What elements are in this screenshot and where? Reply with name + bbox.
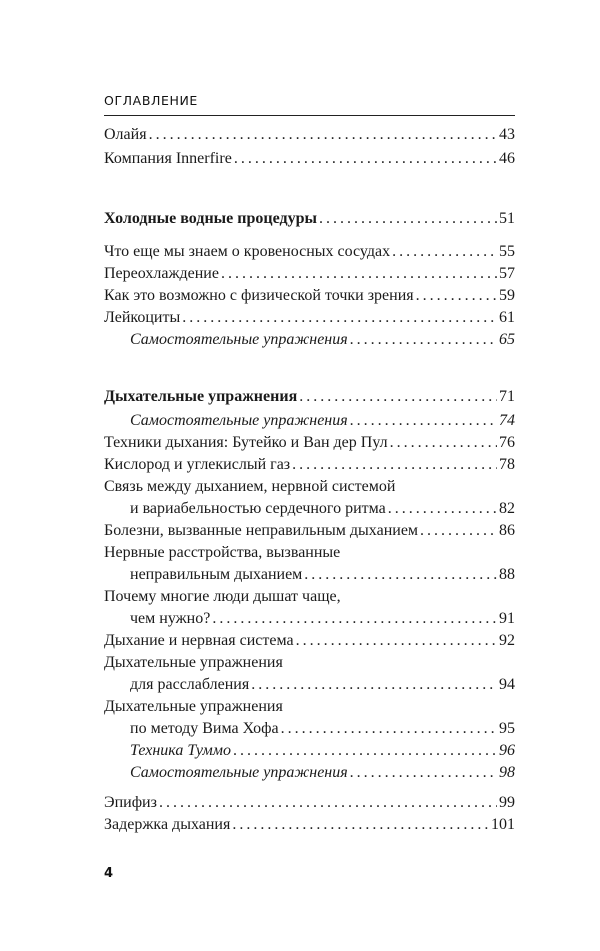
dot-leader (350, 410, 497, 432)
toc-entry-first-line: Нервные расстройства, вызванные (104, 544, 341, 561)
toc-entry-title: и вариабельностью сердечного ритма (130, 500, 386, 517)
dot-leader (234, 148, 497, 170)
toc-entry-page: 92 (499, 632, 515, 649)
toc-entry[interactable] (104, 307, 515, 329)
toc-entry-title: Переохлаждение (104, 265, 219, 282)
dot-leader (221, 263, 497, 285)
toc-entry-page: 88 (499, 566, 515, 583)
toc-entry-page: 94 (499, 676, 515, 693)
toc-entry[interactable] (104, 148, 515, 170)
toc-entry[interactable] (104, 520, 515, 542)
toc-entry-title: по методу Вима Хофа (130, 720, 279, 737)
toc-entry-title: Компания Innerfire (104, 150, 232, 167)
toc-entry[interactable] (104, 432, 515, 454)
toc-entry-page: 71 (499, 388, 515, 405)
dot-leader (296, 630, 497, 652)
dot-leader (251, 674, 497, 696)
toc-entry[interactable] (104, 814, 515, 836)
dot-leader (388, 498, 497, 520)
toc-entry-page: 96 (499, 742, 515, 759)
toc-entry-page: 76 (499, 434, 515, 451)
toc-entry-title: Самостоятельные упражнения (130, 764, 348, 781)
toc-entry-title: Лейкоциты (104, 309, 181, 326)
toc-entry-title: Самостоятельные упражнения (130, 412, 348, 429)
dot-leader (390, 432, 497, 454)
toc-entry-page: 95 (499, 720, 515, 737)
toc-entry-page: 43 (499, 126, 515, 143)
toc-entry[interactable] (104, 674, 515, 696)
dot-leader (182, 307, 497, 329)
toc-entry-title: Задержка дыхания (104, 816, 231, 833)
dot-leader (350, 762, 497, 784)
toc-entry-page: 59 (499, 287, 515, 304)
toc-entry-title: Как это возможно с физической точки зрения (104, 287, 414, 304)
dot-leader (292, 454, 497, 476)
toc-subentry[interactable] (104, 410, 515, 432)
toc-subentry[interactable] (104, 762, 515, 784)
header-divider (104, 115, 515, 116)
dot-leader (233, 740, 497, 762)
toc-heading: ОГЛАВЛЕНИЕ (104, 93, 198, 108)
toc-entry-first-line: Дыхательные упражнения (104, 654, 283, 671)
dot-leader (392, 241, 497, 263)
dot-leader (149, 124, 497, 146)
toc-entry-title: неправильным дыханием (130, 566, 303, 583)
dot-leader (299, 386, 497, 408)
toc-entry-page: 78 (499, 456, 515, 473)
toc-entry-page: 98 (499, 764, 515, 781)
toc-entry-page: 55 (499, 243, 515, 260)
toc-entry-first-line: Дыхательные упражнения (104, 698, 283, 715)
toc-chapter[interactable] (104, 386, 515, 408)
toc-chapter-title: Холодные водные процедуры (104, 210, 317, 227)
dot-leader (232, 814, 489, 836)
page-number: 4 (104, 866, 114, 881)
toc-entry[interactable] (104, 564, 515, 586)
dot-leader (281, 718, 497, 740)
toc-entry-title: Олайя (104, 126, 147, 143)
toc-subentry[interactable] (104, 329, 515, 351)
toc-entry-title: Техника Туммо (130, 742, 231, 759)
toc-entry-title: Техники дыхания: Бутейко и Ван дер Пул (104, 434, 388, 451)
toc-entry-page: 91 (499, 610, 515, 627)
toc-entry-page: 74 (499, 412, 515, 429)
toc-entry-title: Болезни, вызванные неправильным дыханием (104, 522, 419, 539)
toc-entry[interactable] (104, 454, 515, 476)
toc-entry[interactable] (104, 608, 515, 630)
toc-entry-title: чем нужно? (130, 610, 211, 627)
dot-leader (416, 285, 497, 307)
toc-entry-first-line: Связь между дыханием, нервной системой (104, 478, 396, 495)
toc-entry[interactable] (104, 792, 515, 814)
toc-entry-title: Кислород и углекислый газ (104, 456, 291, 473)
toc-entry-page: 51 (499, 210, 515, 227)
toc-chapter-title: Дыхательные упражнения (104, 388, 298, 405)
toc-subentry[interactable] (104, 740, 515, 762)
toc-entry-page: 61 (499, 309, 515, 326)
toc-entry[interactable] (104, 718, 515, 740)
dot-leader (350, 329, 497, 351)
toc-entry[interactable] (104, 498, 515, 520)
toc-entry-page: 57 (499, 265, 515, 282)
toc-entry-title: Самостоятельные упражнения (130, 331, 348, 348)
dot-leader (212, 608, 497, 630)
toc-entry-page: 101 (491, 816, 515, 833)
toc-entry-page: 82 (499, 500, 515, 517)
dot-leader (304, 564, 497, 586)
dot-leader (319, 208, 497, 230)
toc-entry[interactable] (104, 241, 515, 263)
toc-entry[interactable] (104, 124, 515, 146)
toc-entry[interactable] (104, 263, 515, 285)
toc-entry-page: 65 (499, 331, 515, 348)
dot-leader (420, 520, 497, 542)
toc-entry-title: для расслабления (130, 676, 250, 693)
toc-entry-title: Что еще мы знаем о кровеносных сосудах (104, 243, 391, 260)
toc-entry-title: Дыхание и нервная система (104, 632, 294, 649)
toc-entry-first-line: Почему многие люди дышат чаще, (104, 588, 341, 605)
toc-entry-page: 86 (499, 522, 515, 539)
toc-entry[interactable] (104, 630, 515, 652)
toc-entry-title: Эпифиз (104, 794, 157, 811)
toc-chapter[interactable] (104, 208, 515, 230)
toc-entry[interactable] (104, 285, 515, 307)
toc-entry-page: 99 (499, 794, 515, 811)
dot-leader (159, 792, 497, 814)
toc-entry-page: 46 (499, 150, 515, 167)
